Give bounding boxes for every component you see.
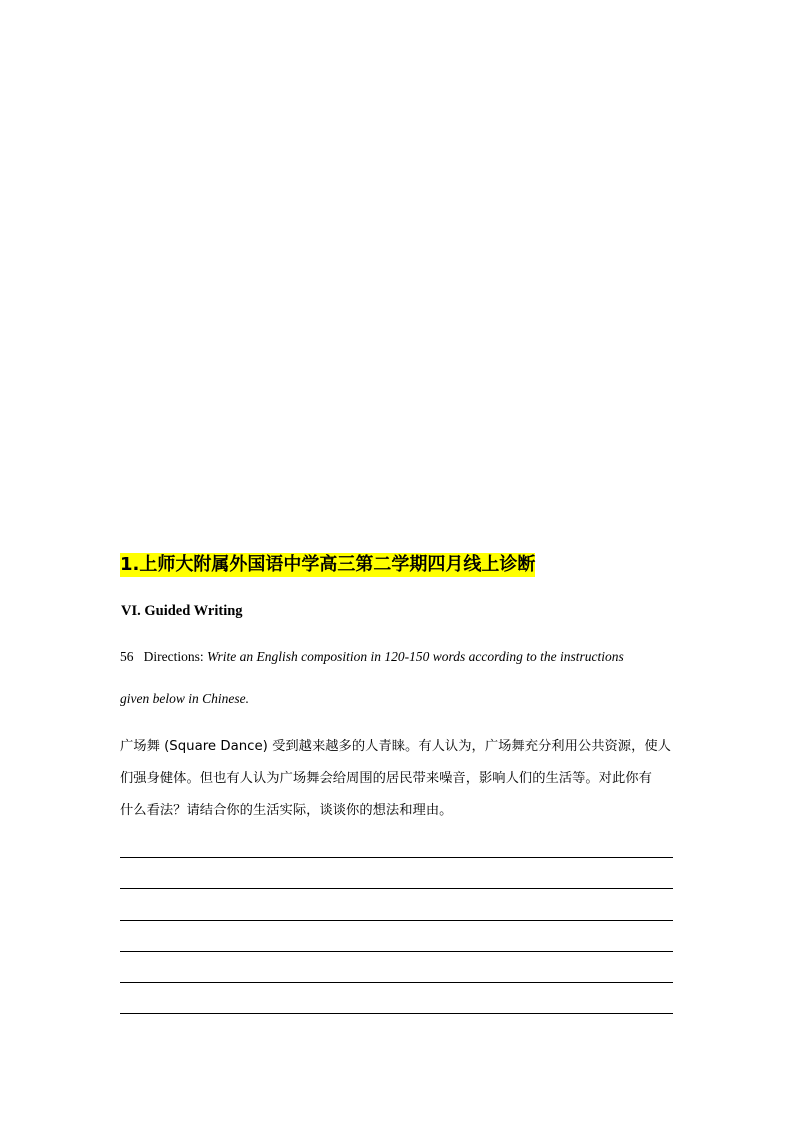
heading-number: 1. — [120, 554, 140, 575]
question-number: 56 — [120, 649, 134, 664]
answer-line[interactable] — [120, 920, 673, 921]
directions-line-1 — [120, 649, 680, 665]
heading-title: 上师大附属外国语中学高三第二学期四月线上诊断 — [139, 554, 536, 575]
directions-line-2 — [120, 691, 680, 707]
prompt-line-1: 广场舞 (Square Dance) 受到越来越多的人青睐。有人认为，广场舞充分利用公共资源，使人 — [120, 739, 671, 754]
heading-highlight — [120, 553, 535, 577]
answer-line[interactable] — [120, 888, 673, 889]
prompt-line-2: 们强身健体。但也有人认为广场舞会给周围的居民带来噪音，影响人们的生活等。对此你有 — [120, 771, 652, 786]
exam-heading — [120, 551, 535, 578]
directions-text-1: Write an English composition in 120-150 words according to the instructions — [207, 649, 624, 664]
answer-line[interactable] — [120, 982, 673, 983]
section-title: VI. Guided Writing — [121, 603, 243, 619]
directions-label: Directions: — [143, 649, 204, 664]
answer-line[interactable] — [120, 857, 673, 858]
prompt-line-3: 什么看法？请结合你的生活实际，谈谈你的想法和理由。 — [120, 803, 453, 818]
directions-text-2: given below in Chinese. — [120, 691, 249, 706]
answer-line[interactable] — [120, 951, 673, 952]
answer-line[interactable] — [120, 1013, 673, 1014]
